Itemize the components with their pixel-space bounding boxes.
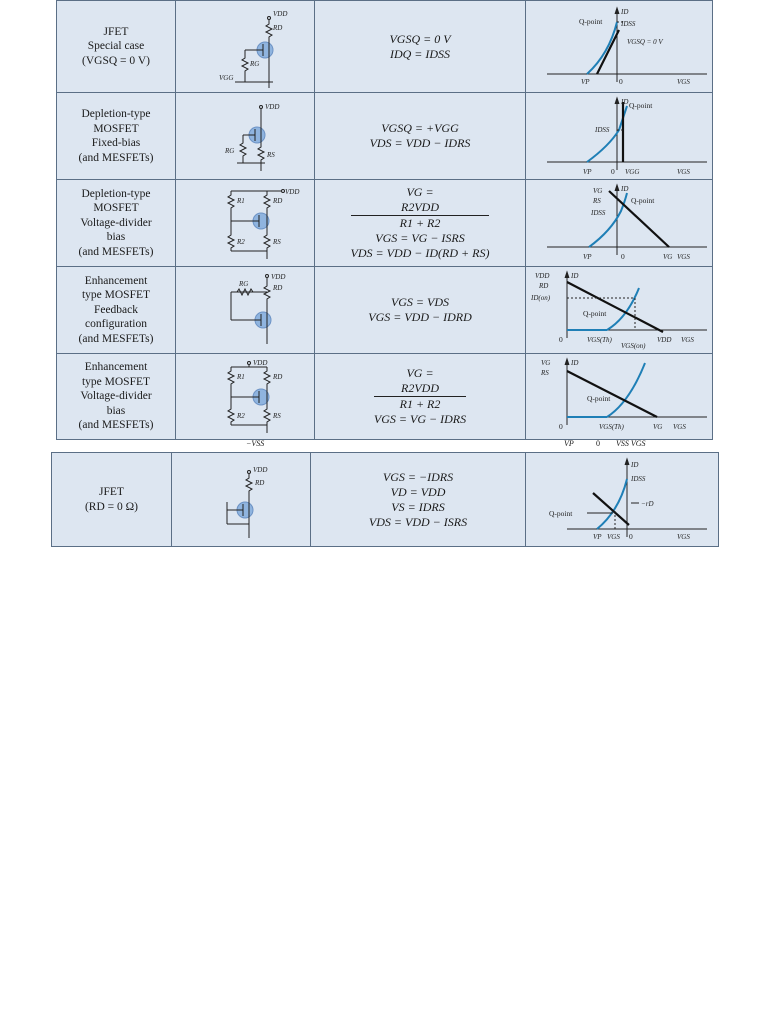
graph-label: Q-point	[629, 100, 653, 110]
circuit-cell	[176, 93, 315, 179]
graph-label: VGS	[677, 77, 690, 86]
circuit-label: VDD	[271, 273, 286, 281]
table-row	[52, 453, 718, 546]
jfet-rd-zero-circuit-diagram	[181, 458, 301, 542]
graph-label: Q-point	[587, 393, 611, 403]
config-name-cell	[57, 1, 176, 92]
config-name: configuration	[85, 318, 147, 331]
bias-table-jfet	[51, 452, 719, 547]
graph-label: VP	[583, 252, 592, 261]
config-name: bias	[106, 231, 126, 244]
graph-label: RS	[541, 368, 549, 377]
graph-cell	[526, 453, 718, 546]
transfer-curve-graph	[527, 94, 717, 179]
circuit-cell	[176, 267, 315, 353]
graph-label: VGS	[681, 335, 694, 344]
graph-label: VGSQ = 0 V	[627, 37, 663, 46]
config-name: (and MESFETs)	[78, 151, 154, 164]
equations-cell	[315, 267, 526, 353]
config-name: Voltage-divider	[80, 390, 152, 403]
circuit-label: R2	[237, 411, 245, 420]
graph-label: RS	[593, 196, 601, 205]
graph-label: VP	[581, 77, 590, 86]
config-name: JFET	[99, 486, 124, 498]
config-name-cell	[52, 453, 172, 546]
equation: VGS = VDD − IDRD	[368, 310, 472, 324]
config-name: Enhancement	[84, 274, 148, 287]
graph-label: 0	[611, 166, 615, 176]
graph-cell	[526, 1, 718, 92]
graph-label: VDD	[657, 335, 672, 344]
circuit-cell	[176, 1, 315, 92]
equation	[374, 366, 466, 412]
config-name: Fixed-bias	[91, 137, 141, 149]
depletion-fixed-bias-circuit-diagram	[185, 95, 305, 177]
enhancement-feedback-circuit-diagram	[185, 268, 305, 352]
equation: VDS = VDD − ISRS	[368, 514, 468, 529]
circuit-label: RD	[273, 23, 283, 32]
circuit-cell	[176, 180, 315, 266]
circuit-label: R1	[237, 197, 245, 205]
config-name: bias	[106, 404, 126, 417]
equation: VGSQ = +VGG	[381, 121, 459, 135]
graph-label: IDSS	[621, 19, 636, 28]
graph-label: IDSS	[631, 474, 646, 483]
equations-cell	[315, 180, 526, 266]
config-name: (RD = 0 Ω)	[84, 500, 139, 513]
graph-label: VGS(Th)	[587, 335, 612, 344]
enhancement-voltage-divider-circuit-diagram	[185, 355, 305, 439]
circuit-label: R1	[237, 372, 245, 381]
circuit-label: RS	[267, 151, 275, 159]
config-name-cell	[57, 180, 176, 266]
graph-label: ID	[621, 7, 629, 16]
circuit-label: RD	[273, 197, 283, 205]
circuit-label: VDD	[273, 9, 288, 18]
table-row	[57, 1, 712, 93]
equation: VGS = VDS	[390, 295, 450, 309]
transfer-curve-graph	[527, 181, 717, 266]
depletion-voltage-divider-circuit-diagram	[185, 181, 305, 265]
graph-label: RD	[539, 281, 549, 290]
graph-label: Q-point	[549, 508, 573, 518]
circuit-cell	[176, 354, 315, 439]
config-name: (and MESFETs)	[78, 419, 154, 432]
jfet-self-bias-circuit-diagram	[185, 4, 305, 90]
cutoff-label: VSS VGS	[616, 440, 646, 448]
table-row	[57, 180, 712, 267]
config-name: Depletion-type	[81, 187, 151, 200]
graph-label: VGS	[677, 532, 690, 541]
circuit-label: RD	[273, 372, 283, 381]
cutoff-label: −VSS	[246, 440, 265, 448]
circuit-label: VDD	[253, 465, 268, 474]
graph-label: VGS(on)	[621, 341, 646, 350]
graph-label: 0	[619, 76, 623, 86]
equation: VS = IDRS	[391, 499, 445, 514]
equation-lhs: VG =	[406, 366, 434, 380]
config-name-cell	[57, 267, 176, 353]
circuit-label: RG	[239, 280, 249, 288]
circuit-label: RD	[273, 284, 283, 292]
graph-label: VP	[593, 532, 602, 541]
graph-label: VP	[583, 167, 592, 176]
cutoff-label: VP	[564, 440, 574, 448]
circuit-label: RD	[255, 478, 265, 487]
graph-label: IDSS	[591, 208, 606, 217]
graph-label: VGS	[607, 532, 620, 541]
graph-label: −rD	[641, 499, 654, 508]
graph-label: 0	[559, 334, 563, 344]
graph-label: IDSS	[595, 125, 610, 134]
config-name: JFET	[103, 25, 129, 38]
config-name: type MOSFET	[81, 289, 151, 302]
graph-label: VG	[541, 358, 551, 367]
config-name: Enhancement	[84, 361, 148, 374]
graph-label: Q-point	[631, 195, 655, 205]
fraction	[374, 381, 466, 412]
graph-label: 0	[559, 421, 563, 431]
transfer-curve-graph	[527, 268, 717, 353]
equation: VGS = VG − ISRS	[375, 231, 465, 245]
graph-label: VG	[653, 422, 663, 431]
config-name: (and MESFETs)	[78, 245, 154, 258]
graph-label: VGS	[673, 422, 686, 431]
config-name: (and MESFETs)	[78, 332, 154, 345]
config-name: type MOSFET	[81, 375, 151, 388]
bias-table-main	[56, 0, 713, 440]
equation: VDS = VDD − ID(RD + RS)	[350, 246, 490, 260]
transfer-curve-graph	[527, 2, 717, 92]
graph-label: ID	[631, 460, 639, 469]
circuit-label: RS	[273, 238, 281, 246]
circuit-label: VDD	[265, 103, 280, 111]
equation: VGSQ = 0 V	[389, 31, 451, 46]
equation: VDS = VDD − IDRS	[369, 136, 471, 150]
graph-label: VGG	[625, 167, 640, 176]
graph-cell	[526, 354, 718, 439]
graph-label: ID	[571, 358, 579, 367]
circuit-label: R2	[237, 238, 245, 246]
graph-label: 0	[621, 251, 625, 261]
circuit-label: RS	[273, 411, 281, 420]
fraction-numerator: R2VDD	[374, 381, 466, 397]
config-name-cell	[57, 354, 176, 439]
equation: IDQ = IDSS	[389, 46, 451, 61]
config-name: MOSFET	[93, 202, 139, 215]
equations-cell	[315, 354, 526, 439]
config-name: Feedback	[93, 303, 139, 316]
config-name: Special case	[87, 40, 145, 53]
graph-label: ID	[621, 184, 629, 193]
graph-label: ID	[621, 97, 629, 106]
equation	[351, 185, 490, 231]
circuit-label: VGG	[219, 73, 234, 82]
fraction	[351, 200, 490, 231]
graph-label: ID	[571, 271, 579, 280]
fraction-denominator: R1 + R2	[399, 216, 441, 230]
config-name-cell	[57, 93, 176, 179]
table-row	[57, 354, 712, 439]
graph-label: Q-point	[583, 308, 607, 318]
equations-cell	[315, 93, 526, 179]
graph-label: VG	[593, 186, 603, 195]
graph-label: ID(on)	[531, 293, 551, 302]
config-name: (VGSQ = 0 V)	[82, 54, 150, 67]
config-name: Depletion-type	[81, 108, 151, 120]
equation-lhs: VG =	[406, 185, 434, 199]
equation: VGS = −IDRS	[382, 469, 454, 484]
circuit-cell	[172, 453, 311, 546]
equation: VGS = VG − IDRS	[373, 412, 467, 426]
graph-label: VDD	[535, 271, 550, 280]
config-name: Voltage-divider	[80, 216, 152, 229]
graph-label: VG	[663, 252, 673, 261]
graph-label: 0	[629, 531, 633, 541]
config-name: MOSFET	[93, 122, 139, 135]
equation: VD = VDD	[390, 484, 446, 499]
transfer-curve-graph	[527, 355, 717, 439]
equations-cell	[311, 453, 526, 546]
graph-cell	[526, 267, 718, 353]
cutoff-strip	[56, 440, 713, 450]
graph-label: Q-point	[579, 16, 603, 26]
table-row	[57, 267, 712, 354]
transfer-curve-graph	[527, 455, 717, 545]
fraction-denominator: R1 + R2	[399, 397, 441, 411]
circuit-label: RG	[250, 59, 260, 68]
table-row	[57, 93, 712, 180]
cutoff-label: 0	[596, 440, 600, 448]
equations-cell	[315, 1, 526, 92]
circuit-label: RG	[225, 147, 235, 155]
graph-cell	[526, 93, 718, 179]
circuit-label: VDD	[285, 188, 300, 196]
graph-cell	[526, 180, 718, 266]
graph-label: VGS	[677, 252, 690, 261]
fraction-numerator: R2VDD	[351, 200, 490, 216]
circuit-label: VDD	[253, 358, 268, 367]
graph-label: VGS	[677, 167, 690, 176]
graph-label: VGS(Th)	[599, 422, 624, 431]
